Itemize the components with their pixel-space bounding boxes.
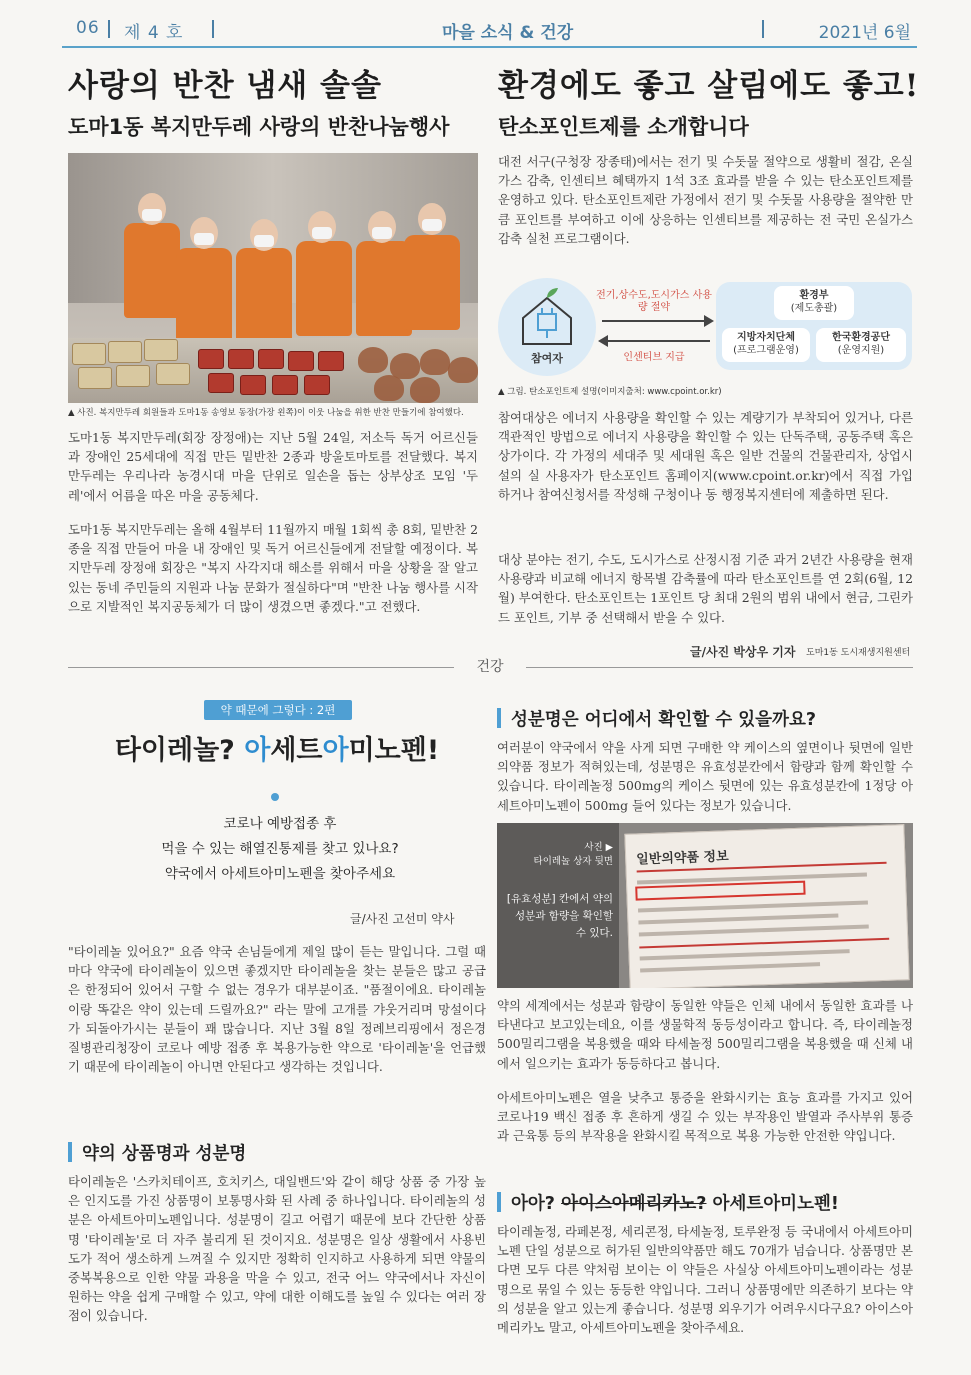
section-title: 마을 소식 & 건강 [442, 23, 574, 43]
series-badge: 약 때문에 그렇다 : 2편 [204, 700, 352, 720]
photo-description: [유효성분] 칸에서 약의 성분과 함량을 확인할 수 있다. [506, 893, 613, 939]
article2-byline: 글/사진 박상우 기자 [690, 645, 796, 659]
article1-title: 사랑의 반찬 냄새 솔솔 [68, 68, 382, 104]
health-paragraph: 약의 세계에서는 성분과 함량이 동일한 약들은 인체 내에서 동일한 효과를 나타낸다고 보고있는데요, 이를 생물학적 동등성이라고 합니다. 즉, 타이레놀정 500밀리그램을 복용했을 때와 타세놀정 500밀리그램을 복용했을 때 신체 내에서 일으키는 효과가 동등하다고 봅니다. [497, 998, 913, 1071]
article2-paragraph: 참여대상은 에너지 사용량을 확인할 수 있는 계량기가 부착되어 있거나, 다른 객관적인 방법으로 에너지 사용량을 확인할 수 있는 단독주택, 공동주택 혹은 상가이다. 각 가정의 세대주 및 세대원 혹은 일반 건물의 건물관리자, 상업시설의 실 사용자가 탄소포인트 홈페이지(www.cpoint.or.kr)에서 직접 가입하거나 참여신청서를 작성해 구청이나 동 행정복지센터에 제출하면 된다. [498, 410, 913, 502]
subheading-acetaminophen: 아아? 아이스아메리카노? 아세트아미노펜! [497, 1190, 839, 1215]
health-paragraph: 타이레놀은 '스카치테이프, 호치키스, 대일밴드'와 같이 해당 상품 중 가장 높은 인지도를 가진 상품명이 보통명사화 된 사례 중 하나입니다. 타이레놀의 성분은 아세트아미노펜입니다. 성분명이 길고 어렵기 때문에 보다 간단한 상품명 '타이레놀'로 더 자주 불리게 된 것이지요. 성분명은 일상 생활에서 사용빈도가 적어 생소하게 느껴질 수 있지만 정확히 인지하고 사용하게 되면 약물의 중복복용으로 인한 약물 과용을 막을 수 있고, 전국 어느 약국에서나 자신이 원하는 약을 쉽게 구매할 수 있고, 약에 대한 이해도를 높일 수 있다는 여러 장점이 있습니다. [68, 1174, 486, 1324]
health-paragraph: 아세트아미노펜은 열을 낮추고 통증을 완화시키는 효능 효과를 가지고 있어 코로나19 백신 접종 후 흔하게 생길 수 있는 부작용인 발열과 주사부위 통증과 근육통 등의 부작용을 완화시킬 목적으로 복용 가능한 안전한 약입니다. [497, 1090, 913, 1144]
house-plug-icon [498, 278, 596, 358]
medicine-box [624, 824, 909, 988]
header-divider [212, 20, 214, 38]
issue-date: 2021년 6월 [818, 23, 911, 43]
left-arrow-icon [598, 335, 608, 347]
health-byline: 글/사진 고선미 약사 [350, 912, 455, 926]
subheading-where-check: 성분명은 어디에서 확인할 수 있을까요? [497, 706, 816, 731]
decorative-dot [271, 793, 279, 801]
article1-subtitle: 도마1동 복지만두레 사랑의 반찬나눔행사 [68, 115, 450, 139]
issue-number: 제 4 호 [124, 23, 184, 43]
article2-title: 환경에도 좋고 살림에도 좋고! [498, 68, 920, 104]
org-environment-corp: 한국환경공단 (운영지원) [816, 328, 906, 362]
health-article-title: 타이레놀? 아세트아미노펜! [114, 735, 440, 766]
article1-paragraph: 도마1동 복지만두레는 올해 4월부터 11월까지 매월 1회씩 총 8회, 밑반찬 2종을 직접 만들어 마을 내 장애인 및 독거 어르신들에게 전달할 예정이다. 복지만두레 장정애 회장은 "복지 사각지대 해소를 위해서 마을 상황을 잘 알고 있는 동네 주민들의 지원과 나눔 문화가 절실하다"며 "반찬 나눔 행사를 시작으로 지발적인 복지공동체가 더 많이 생겼으면 좋겠다."고 전했다. [68, 522, 478, 614]
org-ministry: 환경부 (제도총괄) [774, 286, 854, 320]
incentive-arrow-label: 인센티브 지급 [623, 352, 685, 363]
article2-byline-org: 도마1동 도시재생지원센터 [806, 648, 911, 658]
page-number: 06 [76, 18, 100, 38]
right-arrow-icon [704, 315, 714, 327]
header-divider [762, 20, 764, 38]
organization-box [716, 282, 912, 370]
article1-paragraph: 도마1동 복지만두레(회장 장정애)는 지난 5월 24일, 저소득 독거 어르신들과 장애인 25세대에 직접 만든 밑반찬 2종과 방울토마토를 전달했다. 복지만두레는 우리나라 농경시대 마을 단위로 일손을 돕는 상부상조 모임 '두레'에서 어름을 따온 마을 공동체다. [68, 430, 478, 503]
participant-label: 참여자 [531, 352, 563, 365]
subheading-brand-ingredient: 약의 상품명과 성분명 [68, 1140, 246, 1165]
photo-caption: ▲ 사진. 복지만두레 회원들과 도마1동 송영보 동장(가장 왼쪽)이 이웃 나눔을 위한 반찬 만들기에 참여했다. [68, 408, 464, 418]
volunteers-photo [68, 153, 478, 403]
health-paragraph: 여러분이 약국에서 약을 사게 되면 구매한 약 케이스의 옆면이나 뒷면에 일반의약품 정보가 적혀있는데, 성분명은 유효성분칸에서 함량과 함께 확인할 수 있습니다. 타이레놀정 500mg의 케이스 뒷면에 있는 유효성분칸에 1정당 아세트아미노펜이 500mg 들어 있다는 정보가 있습니다. [497, 740, 913, 813]
diagram-caption: ▲ 그림. 탄소포인트제 설명(이미지출처: www.cpoint.or.kr) [498, 387, 722, 397]
photo-label: 사진 ▶ 타이레놀 상자 뒷면 [533, 842, 613, 867]
health-paragraph: "타이레놀 있어요?" 요즘 약국 손님들에게 제일 많이 듣는 말입니다. 그럴 때마다 약국에 타이레놀이 있으면 좋겠지만 타이레놀을 찾는 분들은 많고 공급은 한정되어 있어서 구할 수 없는 경우가 대부분이죠. "품절이에요. 타이레놀이랑 똑같은 약이 있는데 드릴까요?" 라는 말에 고개를 갸웃거리며 망설이다가 되돌아가시는 분들이 꽤 많습니다. 지난 3월 8일 정례브리핑에서 정은경 질병관리청장이 코로나 예방 접종 후 복용가능한 약으로 '타이레놀'을 언급했기 때문에 타이레놀이 아니면 안된다고 생각하는 것입니다. [68, 944, 486, 1075]
medicine-box-photo [497, 823, 913, 988]
health-intro: 코로나 예방접종 후 먹을 수 있는 해열진통제를 찾고 있나요? 약국에서 아세트아미노펜을 찾아주세요 [161, 816, 399, 882]
health-paragraph: 타이레놀정, 라페본정, 세리콘정, 타세놀정, 토루완정 등 국내에서 아세트아미노펜 단일 성분으로 허가된 일반의약품만 해도 70개가 넘습니다. 상품명만 본다면 모두 다른 약처럼 보이는 이 약들은 사실상 아세트아미노펜이라는 성분명으로 묶일 수 있는 동등한 약입니다. 그러니 상품명에만 의존하기 보다는 약의 성분을 알고 있는게 좋습니다. 성분명 외우기가 어려우시다구요? 아이스아메리카노 말고, 아세트아미노펜을 찾아주세요. [497, 1224, 913, 1336]
box-heading: 일반의약품 정보 [636, 849, 729, 868]
article2-paragraph: 대전 서구(구청장 장종태)에서는 전기 및 수돗물 절약으로 생활비 절감, 온실가스 감축, 인센티브 혜택까지 1석 3조 효과를 받을 수 있는 탄소포인트제를 운영하고 있다. 탄소포인트제란 가정에서 전기 및 수돗물 사용량을 절약한 만큼 포인트를 부여하고 이에 상응하는 인센티브를 제공하는 전 국민 온실가스 감축 실천 프로그램이다. [498, 154, 913, 246]
article2-paragraph: 대상 분야는 전기, 수도, 도시가스로 산정시점 기준 과거 2년간 사용량을 현재 사용량과 비교해 에너지 항목별 감축률에 따라 탄소포인트를 연 2회(6월, 12월) 부여한다. 탄소포인트는 1포인트 당 최대 2원의 범위 내에서 현금, 그린카드 포인트, 기부 중 선택해서 받을 수 있다. [498, 552, 913, 625]
page-header [62, 14, 917, 48]
org-local-government: 지방자치단체 (프로그램운영) [722, 328, 810, 362]
saving-arrow-label: 전기,상수도,도시가스 사용량 절약 [596, 290, 712, 313]
header-divider [108, 20, 110, 38]
health-section-label: 건강 [476, 659, 504, 675]
carbon-point-diagram [498, 278, 913, 378]
article2-subtitle: 탄소포인트제를 소개합니다 [498, 115, 749, 139]
